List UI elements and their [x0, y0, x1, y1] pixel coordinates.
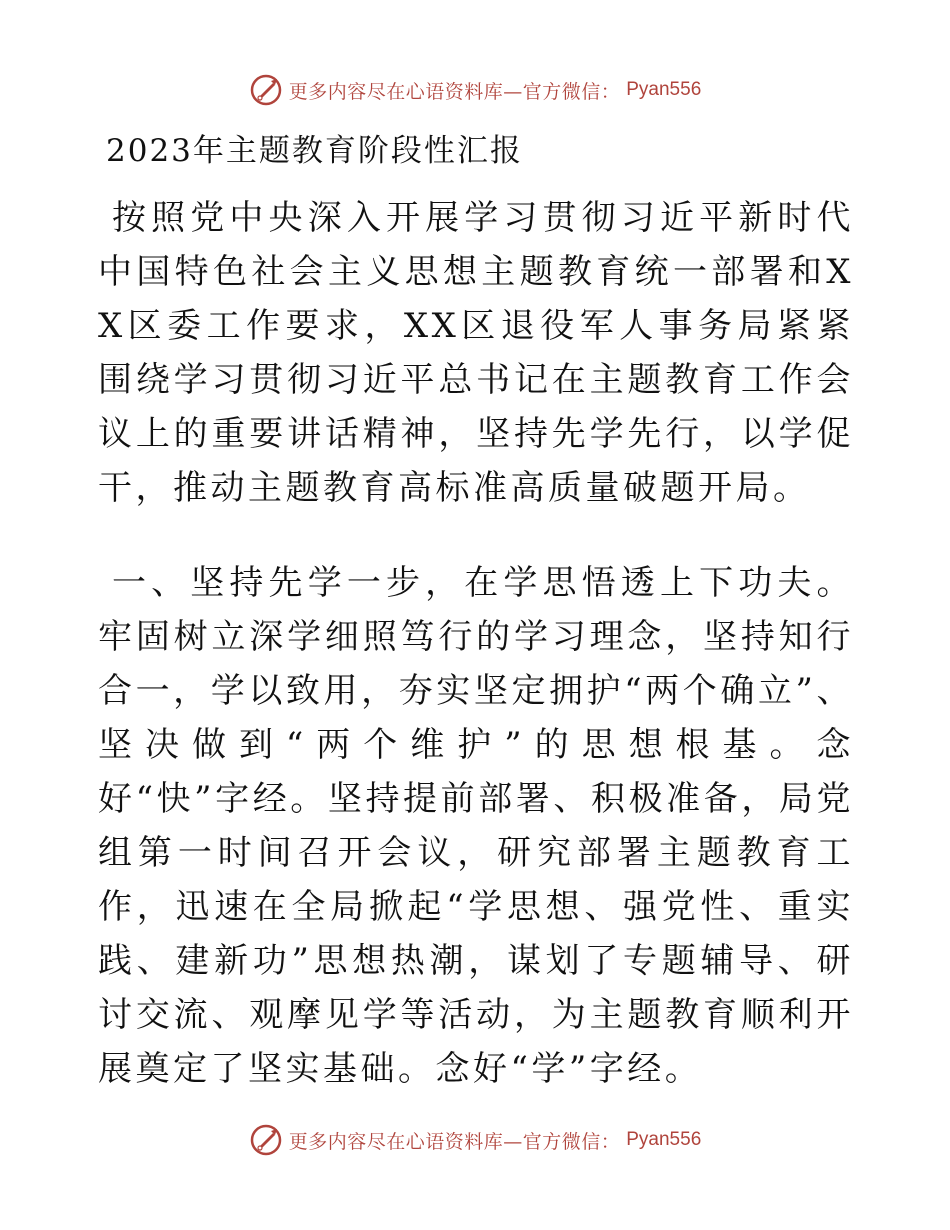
watermark-header: [0, 70, 950, 110]
watermark-wechat-id: Pyan556: [626, 1129, 702, 1150]
paragraph-section-one: 一、坚持先学一步，在学思悟透上下功夫。牢固树立深学细照笃行的学习理念，坚持知行合一，学以致用，夯实坚定拥护“两个确立”、坚决做到“两个维护”的思想根基。念好“快”字经。坚持提前部署、积极准备，局党组第一时间召开会议，研究部署主题教育工作，迅速在全局掀起“学思想、强党性、重实践、建新功”思想热潮，谋划了专题辅导、研讨交流、观摩见学等活动，为主题教育顺利开展奠定了坚实基础。念好“学”字经。: [98, 563, 854, 1089]
quill-pen-logo-icon: [249, 1123, 283, 1157]
watermark-wechat-id: Pyan556: [626, 79, 702, 100]
paragraph-intro: 按照党中央深入开展学习贯彻习近平新时代中国特色社会主义思想主题教育统一部署和XX区委工作要求，XX区退役军人事务局紧紧围绕学习贯彻习近平总书记在主题教育工作会议上的重要讲话精神，坚持先学先行，以学促干，推动主题教育高标准高质量破题开局。: [98, 198, 854, 508]
watermark-text: 更多内容尽在心语资料库—官方微信：: [288, 1130, 621, 1153]
document-title: 2023年主题教育阶段性汇报: [106, 133, 523, 169]
watermark-text: 更多内容尽在心语资料库—官方微信：: [288, 80, 621, 103]
watermark-footer: [0, 1120, 950, 1160]
quill-pen-logo-icon: [249, 73, 283, 107]
